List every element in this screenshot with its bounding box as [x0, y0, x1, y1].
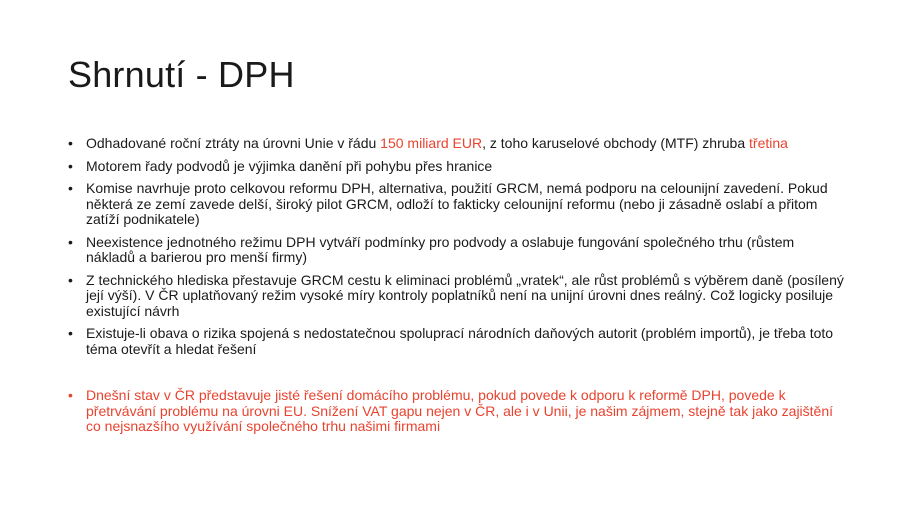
- bullet-item-grcm-technical: [66, 273, 844, 320]
- bullet-dot-icon: •: [68, 271, 73, 288]
- bullet-dot-icon: •: [68, 180, 73, 196]
- bullet-item-commission-reform: [66, 181, 844, 228]
- bullet-text: Z technického hlediska přestavuje GRCM cestu k eliminaci problémů „vratek“, ale růst problémů s výběrem daně (posílený její výší). V ČR uplatňovaný režim vysoké míry kontroly poplatníků není na unijní úrovni dnes reálný. Což logicky posiluje existující návrh: [86, 271, 844, 319]
- bullet-dot-icon: •: [68, 387, 73, 403]
- bullet-dot-icon: •: [68, 325, 73, 341]
- highlight-share: třetina: [749, 135, 788, 151]
- bullet-text: Dnešní stav v ČR představuje jisté řešení domácího problému, pokud povede k odporu k reformě DPH, povede k přetrvávání problému na úrovni EU. Snížení VAT gapu nejen v ČR, ale i v Unii, je našim zájmem, stejně tak jako zajištění co nejsnazšího využívání společného trhu našimi firmami: [86, 387, 834, 434]
- highlight-amount: 150 miliard EUR: [380, 135, 483, 151]
- bullet-text: , z toho karuselové obchody (MTF) zhruba: [482, 135, 750, 151]
- bullet-item-cooperation-risk: [66, 326, 844, 357]
- slide-title: Shrnutí - DPH: [68, 54, 295, 95]
- bullet-spacer: [66, 364, 844, 388]
- bullet-dot-icon: •: [68, 233, 73, 250]
- bullet-text: Odhadované roční ztráty na úrovni Unie v řádu: [86, 135, 381, 151]
- bullet-dot-icon: •: [68, 135, 73, 151]
- bullet-item-single-regime: [66, 235, 844, 266]
- bullet-item-cross-border: [66, 159, 844, 175]
- bullet-text: Neexistence jednotného režimu DPH vytváří podmínky pro podvody a oslabuje fungování společného trhu (růstem nákladů a barierou pro menší firmy): [86, 233, 795, 265]
- bullet-text: Motorem řady podvodů je výjimka danění při pohybu přes hranice: [86, 157, 493, 174]
- bullet-dot-icon: •: [68, 157, 73, 174]
- bullet-item-conclusion: [66, 388, 844, 435]
- bullet-text: Existuje-li obava o rizika spojená s nedostatečnou spoluprací národních daňových autorit (problém importů), je třeba toto téma otevřít a hledat řešení: [86, 325, 834, 357]
- bullet-item-vat-losses: [66, 136, 844, 152]
- bullet-list: [66, 136, 844, 442]
- bullet-text: Komise navrhuje proto celkovou reformu DPH, alternativa, použití GRCM, nemá podporu na celounijní zavedení. Pokud některá ze zemí zavede delší, široký pilot GRCM, odloží to fakticky celounijní reformu (nebo ji zásadně oslabí a přitom zatíží podnikatele): [86, 180, 828, 227]
